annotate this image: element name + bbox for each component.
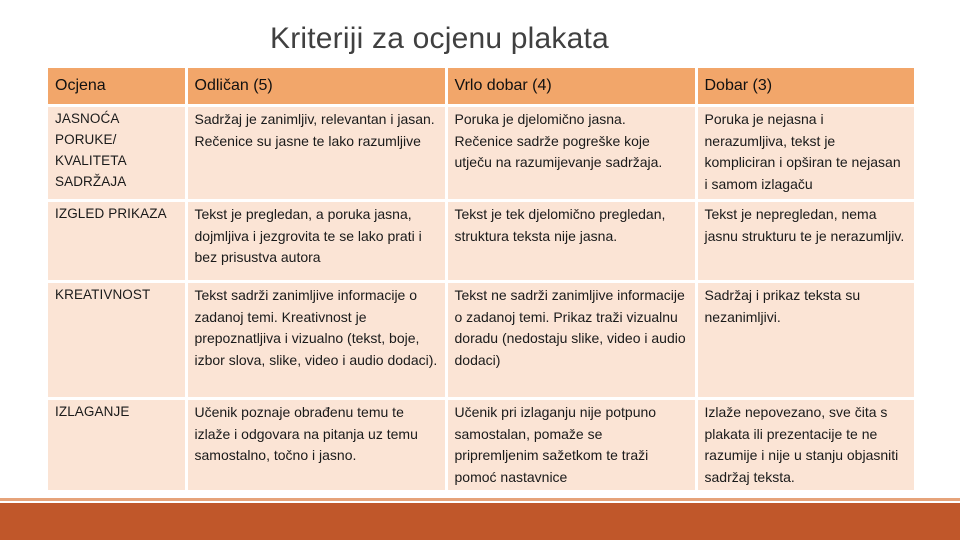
table-cell: Poruka je djelomično jasna. Rečenice sadrže pogreške koje utječu na razumijevanje sadržaja. — [446, 106, 696, 201]
footer-bar — [0, 503, 960, 540]
table-cell: Izlaže nepovezano, sve čita s plakata ili prezentacije te ne razumije i nije u stanju objasniti sadržaj teksta. — [696, 399, 914, 492]
table-cell: Sadržaj je zanimljiv, relevantan i jasan. Rečenice su jasne te lako razumljive — [186, 106, 446, 201]
table-row — [48, 282, 914, 399]
table-cell: Tekst ne sadrži zanimljive informacije o zadanoj temi. Prikaz traži vizualnu doradu (nedostaju slike, video i audio dodaci) — [446, 282, 696, 399]
grading-rubric-table — [48, 68, 914, 493]
table-cell: Učenik poznaje obrađenu temu te izlaže i odgovara na pitanja uz temu samostalno, točno i jasno. — [186, 399, 446, 492]
header-grade: Ocjena — [48, 68, 186, 106]
table-cell: Tekst je nepregledan, nema jasnu strukturu te je nerazumljiv. — [696, 201, 914, 282]
table-cell: Sadržaj i prikaz teksta su nezanimljivi. — [696, 282, 914, 399]
slide-title: Kriteriji za ocjenu plakata — [270, 22, 609, 55]
header-excellent: Odličan (5) — [186, 68, 446, 106]
criterion-label: IZLAGANJE — [48, 399, 186, 492]
criterion-label: IZGLED PRIKAZA — [48, 201, 186, 282]
table-cell: Tekst je tek djelomično pregledan, struktura teksta nije jasna. — [446, 201, 696, 282]
table-cell: Poruka je nejasna i nerazumljiva, tekst je kompliciran i opširan te nejasan i samom izlagaču — [696, 106, 914, 201]
table-cell: Učenik pri izlaganju nije potpuno samostalan, pomaže se pripremljenim sažetkom te traži pomoć nastavnice — [446, 399, 696, 492]
table-row — [48, 106, 914, 201]
table-header-row — [48, 68, 914, 106]
header-very-good: Vrlo dobar (4) — [446, 68, 696, 106]
table-row — [48, 201, 914, 282]
header-good: Dobar (3) — [696, 68, 914, 106]
table-row — [48, 399, 914, 492]
criterion-label: JASNOĆA PORUKE/ KVALITETA SADRŽAJA — [48, 106, 186, 201]
table-cell: Tekst sadrži zanimljive informacije o zadanoj temi. Kreativnost je prepoznatljiva i vizualno (tekst, boje, izbor slova, slike, video i audio dodaci). — [186, 282, 446, 399]
criterion-label: KREATIVNOST — [48, 282, 186, 399]
table-cell: Tekst je pregledan, a poruka jasna, dojmljiva i jezgrovita te se lako prati i bez prisustva autora — [186, 201, 446, 282]
footer-accent-line — [0, 498, 960, 501]
